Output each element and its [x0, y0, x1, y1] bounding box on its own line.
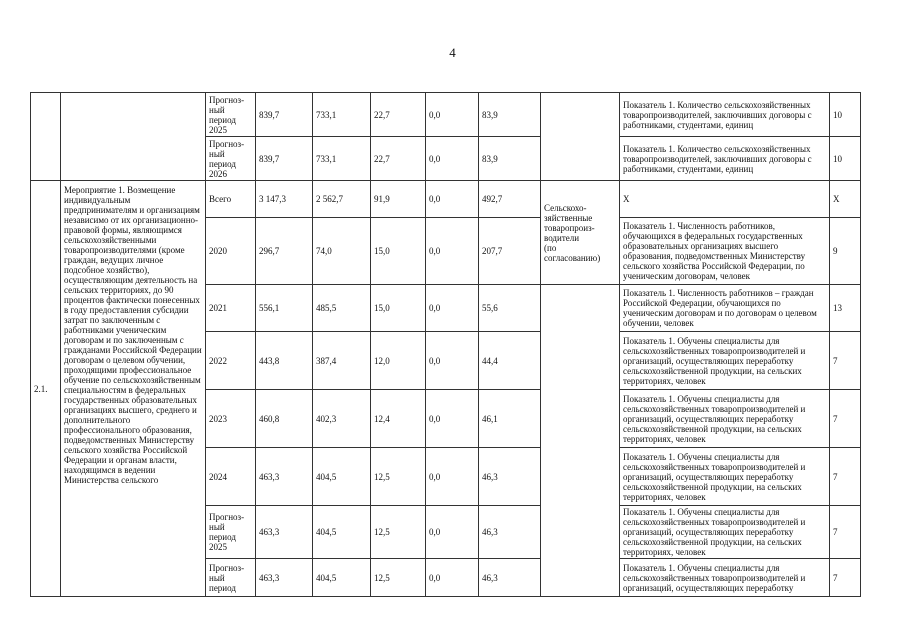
- period-cell: Всего: [206, 181, 256, 218]
- funding-value-cell: 46,3: [479, 448, 541, 506]
- funding-value-cell: 0,0: [426, 506, 479, 559]
- indicator-text: Х: [623, 194, 630, 204]
- target-value-cell: 10: [830, 137, 861, 181]
- executor-cell: Сельскохо- зяйственные товаропроиз- водители (по согласованию): [541, 181, 620, 285]
- funding-value-cell: 0,0: [426, 181, 479, 218]
- target-value-cell: Х: [830, 181, 861, 218]
- indicator-cell: [620, 285, 830, 332]
- funding-value-cell: 207,7: [479, 218, 541, 285]
- target-value-cell: 7: [830, 390, 861, 448]
- table-row: [31, 93, 861, 137]
- funding-value-cell: 2 562,7: [313, 181, 371, 218]
- measure-number: 2.1.: [31, 181, 61, 597]
- funding-value-cell: 12,5: [371, 506, 426, 559]
- period-cell: 2020: [206, 218, 256, 285]
- indicator-cell: [620, 390, 830, 448]
- target-value-cell: 7: [830, 559, 861, 597]
- measure-description: [61, 181, 206, 597]
- funding-value-cell: 556,1: [256, 285, 313, 332]
- period-cell: Прогноз- ный период 2025: [206, 506, 256, 559]
- funding-value-cell: 15,0: [371, 285, 426, 332]
- funding-value-cell: 404,5: [313, 559, 371, 597]
- funding-value-cell: 0,0: [426, 448, 479, 506]
- funding-value-cell: 22,7: [371, 93, 426, 137]
- indicator-cell: [620, 559, 830, 597]
- measure-description-text: Мероприятие 1. Возмещение индивидуальным предпринимателям и организациям независимо от их организационно-правовой формы, являющимся сельскохозяйственными товаропроизводителями (кроме граждан, ведущих личное подсобное хозяйство), осуществляющим деятельность на сельских территориях, до 90 процентов фактически понесенных в году предоставления субсидии затрат по заключенным с работниками ученическим договорам и по заключенным с гражданами Российской Федерации договорам о целевом обучении, проходящими профессиональное обучение по сельскохозяйственным специальностям в федеральных государственных образовательных организациях высшего, среднего и дополнительного профессионального образования, подведомственных Министерству сельского хозяйства Российской Федерации и органам власти, находящимся в ведении Министерства сельского: [64, 184, 202, 485]
- funding-value-cell: 0,0: [426, 218, 479, 285]
- funding-value-cell: 12,0: [371, 332, 426, 390]
- target-value-cell: 9: [830, 218, 861, 285]
- funding-value-cell: 55,6: [479, 285, 541, 332]
- indicator-text: Показатель 1. Количество сельскохозяйственных товаропроизводителей, заключивших договоры с работниками, студентами, единиц: [623, 143, 812, 174]
- page-number: 4: [449, 45, 456, 60]
- funding-value-cell: 733,1: [313, 93, 371, 137]
- funding-value-cell: 839,7: [256, 137, 313, 181]
- funding-value-cell: 485,5: [313, 285, 371, 332]
- funding-value-cell: 74,0: [313, 218, 371, 285]
- funding-value-cell: 12,5: [371, 559, 426, 597]
- funding-value-cell: 46,3: [479, 506, 541, 559]
- funding-value-cell: 443,8: [256, 332, 313, 390]
- target-value-cell: 10: [830, 93, 861, 137]
- indicator-text: Показатель 1. Обучены специалисты для сельскохозяйственных товаропроизводителей и организаций, осуществляющих переработку сельскохозяйственной продукции, на сельских территориях, человек: [623, 507, 806, 557]
- funding-value-cell: 404,5: [313, 448, 371, 506]
- indicator-text: Показатель 1. Численность работников, обучающихся в федеральных государственных образовательных организациях высшего образования, подведомственных Министерству сельского хозяйства Российской Федерации, по ученическим договорам, человек: [623, 221, 806, 281]
- empty-executor-cell: [541, 93, 620, 181]
- funding-value-cell: 15,0: [371, 218, 426, 285]
- target-value-cell: 13: [830, 285, 861, 332]
- funding-value-cell: 463,3: [256, 559, 313, 597]
- funding-value-cell: 83,9: [479, 93, 541, 137]
- indicator-text: Показатель 1. Обучены специалисты для сельскохозяйственных товаропроизводителей и организаций, осуществляющих переработку сельскохозяйственной продукции, на сельских территориях, человек: [623, 393, 806, 444]
- funding-value-cell: 402,3: [313, 390, 371, 448]
- indicator-text: Показатель 1. Обучены специалисты для сельскохозяйственных товаропроизводителей и организаций, осуществляющих переработку сельскохозяйственной продукции, на сельских территориях, человек: [623, 451, 806, 502]
- program-table: [30, 92, 861, 597]
- period-cell: Прогноз- ный период: [206, 559, 256, 597]
- period-cell: 2021: [206, 285, 256, 332]
- funding-value-cell: 463,3: [256, 448, 313, 506]
- period-cell: Прогноз- ный период 2026: [206, 137, 256, 181]
- funding-value-cell: 91,9: [371, 181, 426, 218]
- indicator-text: Показатель 1. Обучены специалисты для сельскохозяйственных товаропроизводителей и организаций, осуществляющих переработку сельскохозяйственной продукции, на сельских территориях, человек: [623, 335, 806, 386]
- funding-value-cell: 3 147,3: [256, 181, 313, 218]
- funding-value-cell: 404,5: [313, 506, 371, 559]
- executor-cell-continued: [541, 285, 620, 597]
- indicator-cell: [620, 218, 830, 285]
- funding-value-cell: 44,4: [479, 332, 541, 390]
- funding-value-cell: 46,1: [479, 390, 541, 448]
- period-cell: Прогноз- ный период 2025: [206, 93, 256, 137]
- indicator-cell: [620, 181, 830, 218]
- funding-value-cell: 0,0: [426, 332, 479, 390]
- period-cell: 2022: [206, 332, 256, 390]
- funding-value-cell: 0,0: [426, 285, 479, 332]
- indicator-text: Показатель 1. Обучены специалисты для сельскохозяйственных товаропроизводителей и организаций, осуществляющих переработку: [623, 562, 806, 593]
- indicator-cell: [620, 506, 830, 559]
- table-row: [31, 181, 861, 218]
- funding-value-cell: 12,4: [371, 390, 426, 448]
- indicator-cell: [620, 137, 830, 181]
- funding-value-cell: 46,3: [479, 559, 541, 597]
- indicator-cell: [620, 93, 830, 137]
- period-cell: 2024: [206, 448, 256, 506]
- funding-value-cell: 463,3: [256, 506, 313, 559]
- funding-value-cell: 83,9: [479, 137, 541, 181]
- funding-value-cell: 839,7: [256, 93, 313, 137]
- target-value-cell: 7: [830, 506, 861, 559]
- funding-value-cell: 0,0: [426, 559, 479, 597]
- funding-value-cell: 387,4: [313, 332, 371, 390]
- empty-measure-cell: [61, 93, 206, 181]
- indicator-cell: [620, 448, 830, 506]
- funding-value-cell: 22,7: [371, 137, 426, 181]
- target-value-cell: 7: [830, 332, 861, 390]
- funding-value-cell: 0,0: [426, 137, 479, 181]
- funding-value-cell: 733,1: [313, 137, 371, 181]
- target-value-cell: 7: [830, 448, 861, 506]
- funding-value-cell: 492,7: [479, 181, 541, 218]
- indicator-text: Показатель 1. Количество сельскохозяйственных товаропроизводителей, заключивших договоры с работниками, студентами, единиц: [623, 99, 812, 130]
- indicator-text: Показатель 1. Численность работников – граждан Российской Федерации, обучающихся по ученическим договорам и по договорам о целевом обучении, человек: [623, 288, 817, 328]
- funding-value-cell: 0,0: [426, 390, 479, 448]
- funding-value-cell: 460,8: [256, 390, 313, 448]
- indicator-cell: [620, 332, 830, 390]
- funding-value-cell: 12,5: [371, 448, 426, 506]
- period-cell: 2023: [206, 390, 256, 448]
- funding-value-cell: 296,7: [256, 218, 313, 285]
- funding-value-cell: 0,0: [426, 93, 479, 137]
- empty-number-cell: [31, 93, 61, 181]
